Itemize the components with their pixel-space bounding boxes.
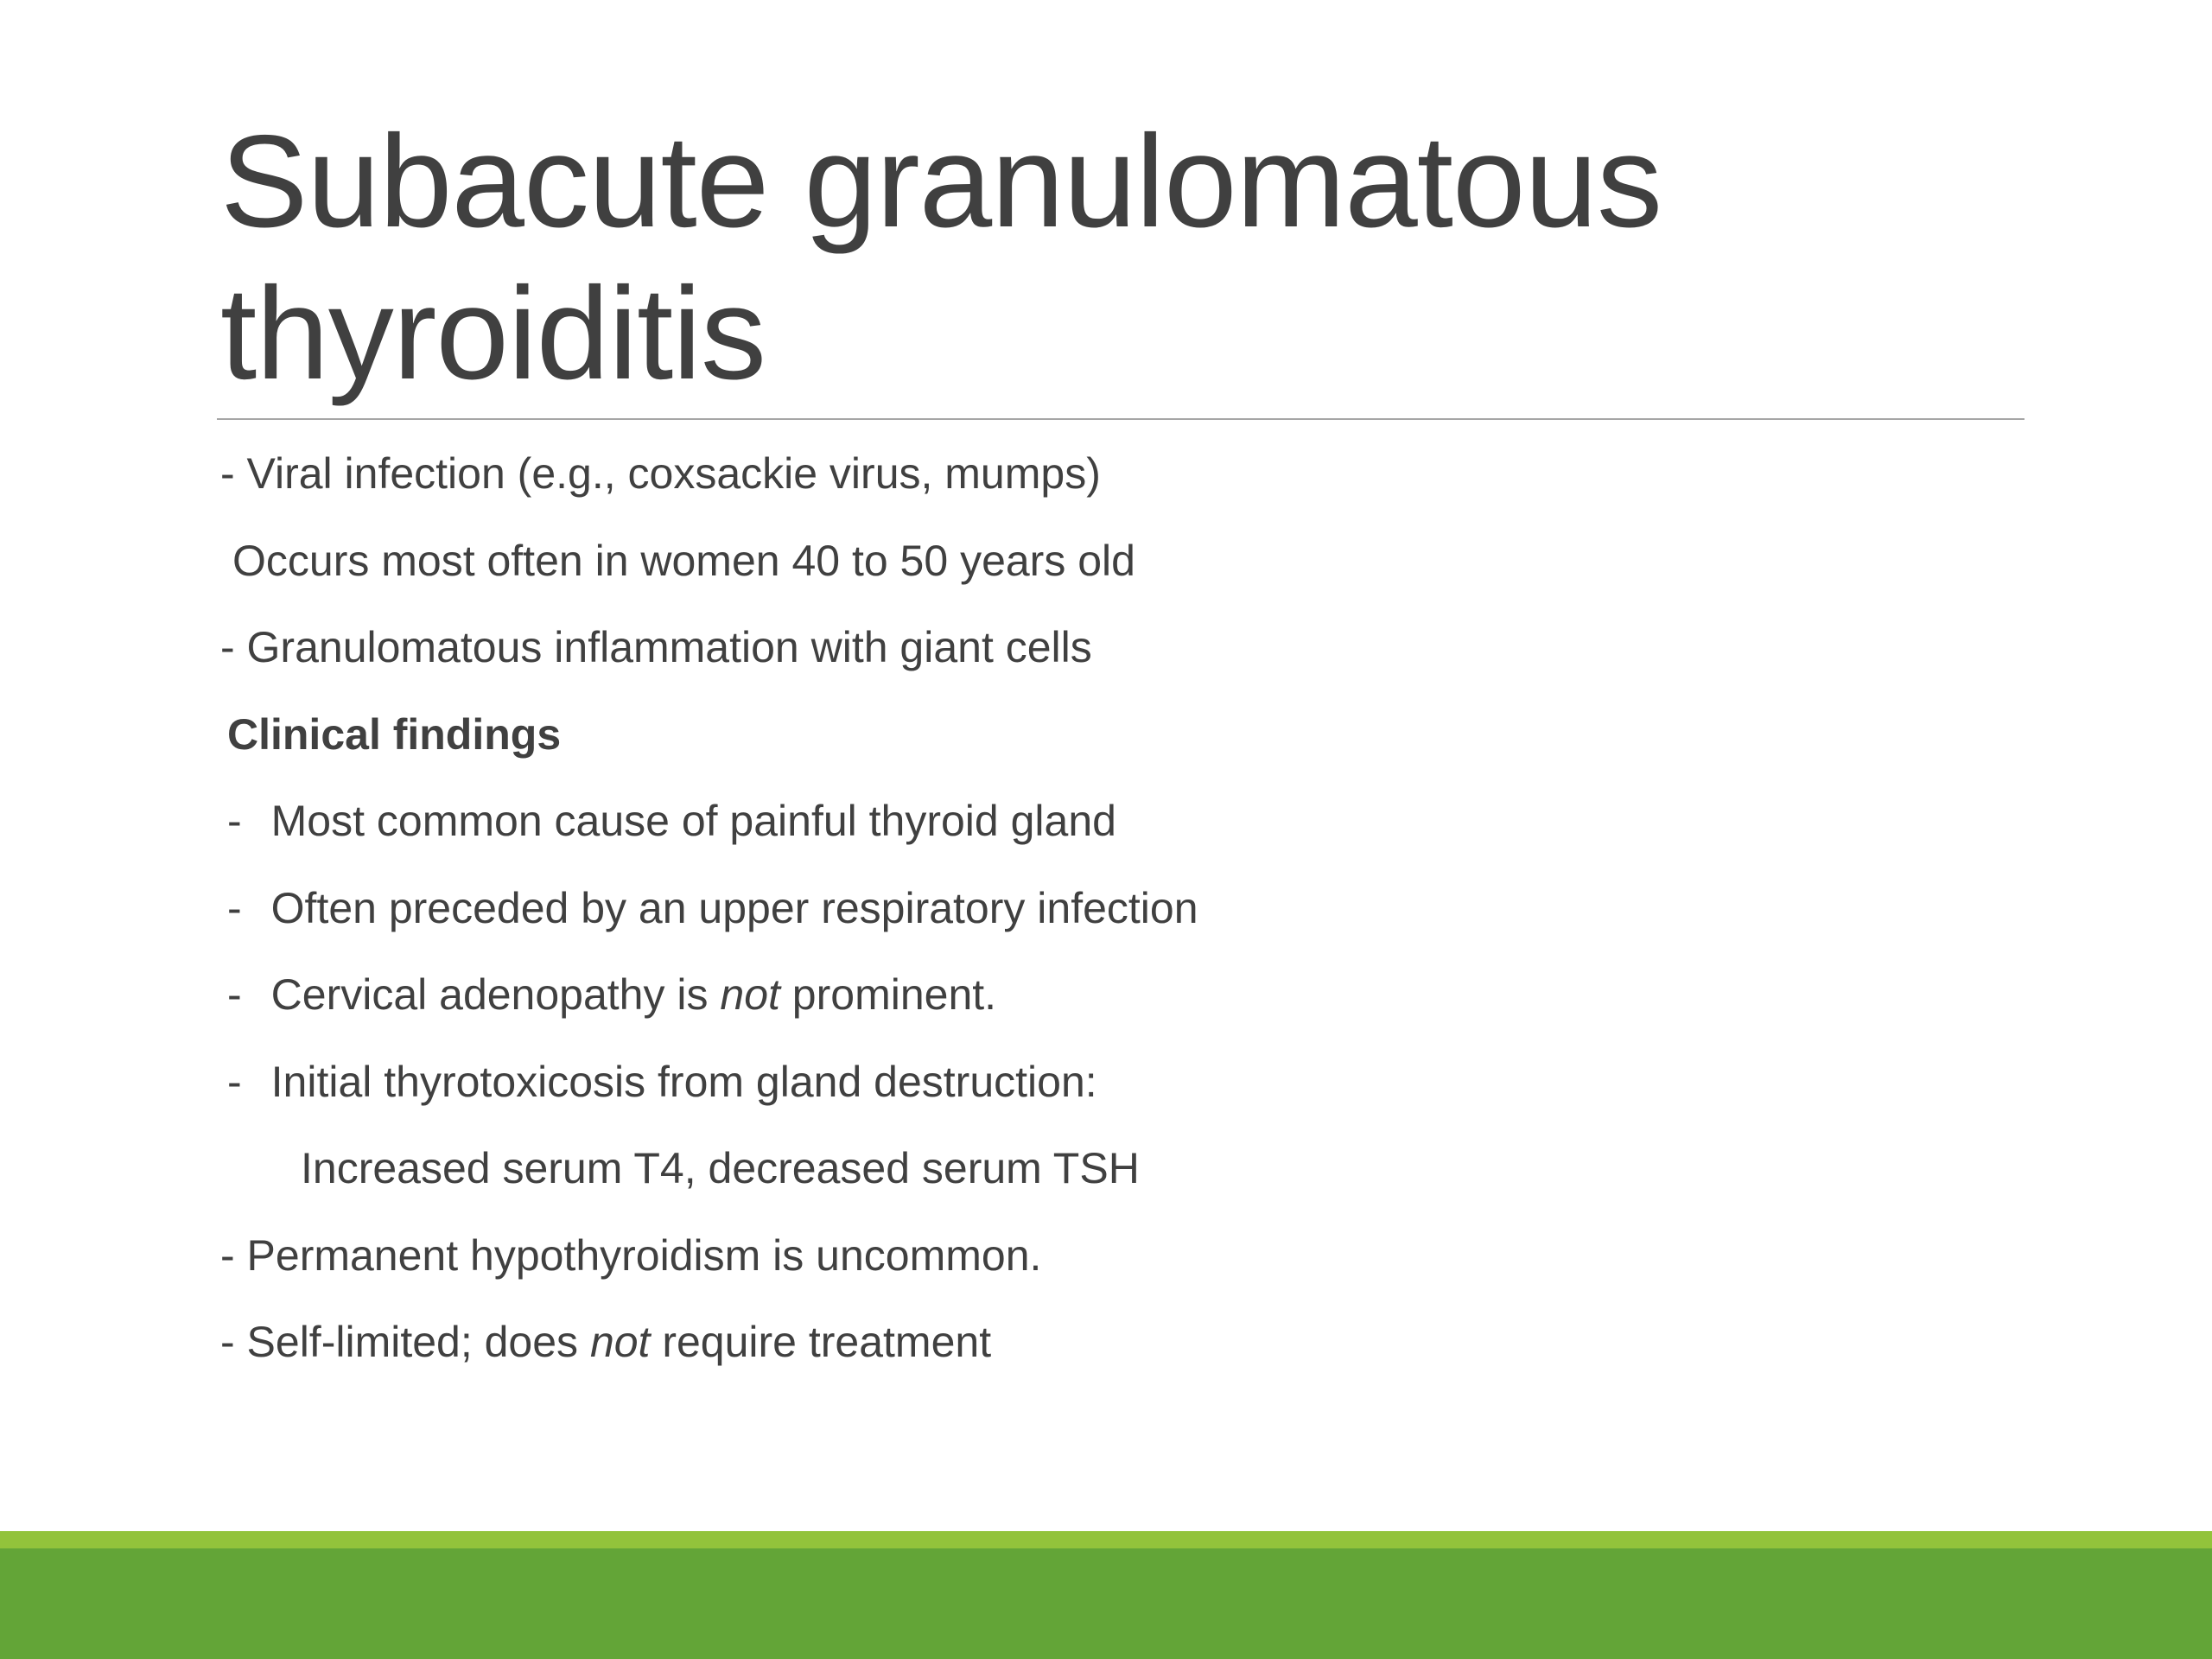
- dash-marker: -: [227, 1057, 242, 1106]
- slide-body: [220, 442, 2035, 1398]
- dash-marker: -: [227, 970, 242, 1019]
- line-text: Cervical adenopathy is: [270, 970, 721, 1019]
- line-text: prominent.: [779, 970, 997, 1019]
- body-line-thyrotoxicosis: [220, 1051, 2035, 1138]
- line-text: - Viral infection (e.g., coxsackie virus, mumps): [220, 449, 1101, 498]
- emphasis-not: not: [589, 1318, 651, 1366]
- title-line-2: thyroiditis: [220, 260, 766, 407]
- line-text: - Granulomatous inflammation with giant cells: [220, 623, 1092, 671]
- body-line-self-limited: [220, 1311, 2035, 1398]
- heading-text: Clinical findings: [227, 709, 562, 759]
- line-text: Occurs most often in women 40 to 50 years old: [232, 536, 1135, 585]
- body-line-serum-levels: [220, 1137, 2035, 1224]
- slide-title: [220, 105, 1992, 410]
- body-line-preceded: [220, 877, 2035, 964]
- body-line-hypothyroidism: [220, 1224, 2035, 1312]
- line-text: - Self-limited; does: [220, 1318, 590, 1366]
- footer-band-light: [0, 1531, 2212, 1548]
- title-line-1: Subacute granulomatous: [220, 108, 1662, 255]
- line-text: Increased serum T4, decreased serum TSH: [301, 1144, 1140, 1192]
- line-text: - Permanent hypothyroidism is uncommon.: [220, 1230, 1042, 1280]
- emphasis-not: not: [720, 970, 780, 1019]
- body-line-viral-infection: [220, 442, 2035, 530]
- body-line-adenopathy: [220, 963, 2035, 1051]
- body-line-painful-gland: [220, 790, 2035, 877]
- dash-marker: -: [227, 883, 242, 932]
- line-text: Initial thyrotoxicosis from gland destruction:: [270, 1057, 1097, 1106]
- line-text: Most common cause of painful thyroid gland: [270, 797, 1116, 845]
- title-divider: [217, 418, 2024, 420]
- body-heading-clinical-findings: [220, 703, 2035, 791]
- body-line-occurs: [220, 530, 2035, 617]
- line-text: require treatment: [650, 1318, 992, 1366]
- dash-marker: -: [227, 797, 242, 845]
- line-text: Often preceded by an upper respiratory infection: [270, 883, 1198, 932]
- body-line-granulomatous: [220, 616, 2035, 703]
- footer-band-dark: [0, 1548, 2212, 1659]
